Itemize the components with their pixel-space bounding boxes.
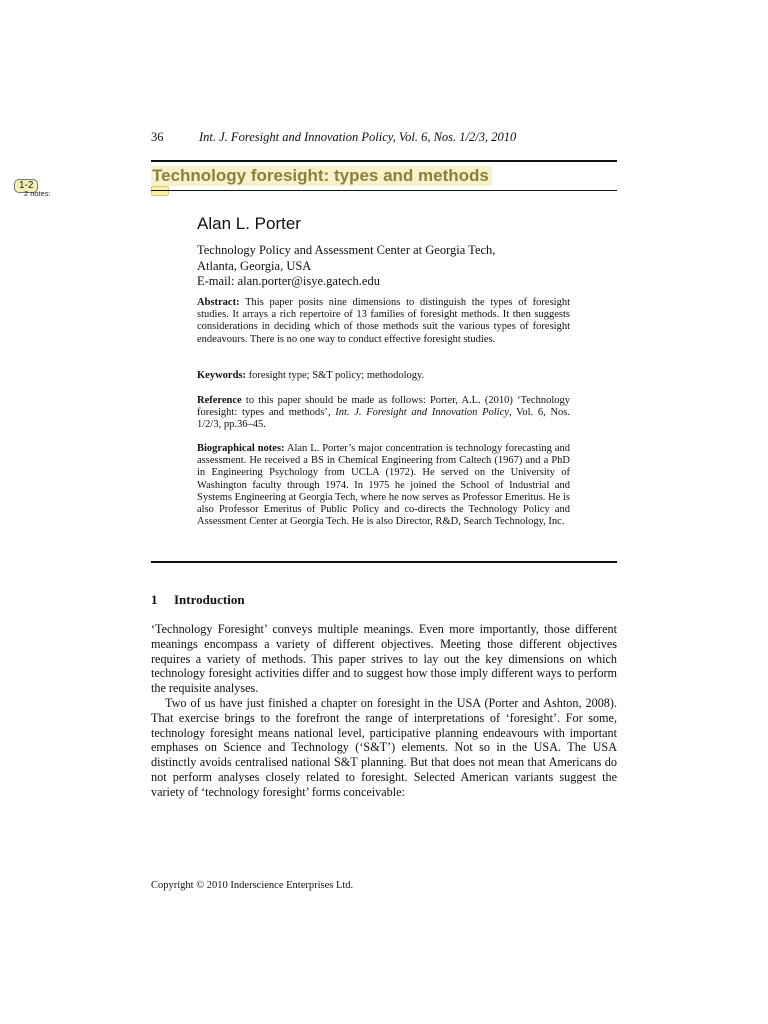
reference-note — [197, 395, 570, 432]
body-paragraph: ‘Technology Foresight’ conveys multiple meanings. Even more importantly, those different meanings encompass a variety of different objectives. Meeting those different objectives requires a variety of methods. This paper strives to lay out the key dimensions on which technology foresight activities differ and to suggest how those imply different ways to perform the requisite analyses. — [151, 622, 617, 696]
keywords-text: foresight type; S&T policy; methodology. — [248, 370, 425, 381]
author-email: E-mail: alan.porter@isye.gatech.edu — [197, 274, 380, 288]
annotation-marker[interactable] — [14, 175, 51, 198]
section-title: Introduction — [174, 592, 245, 607]
annotation-badge[interactable]: 1-2 — [14, 179, 38, 193]
sticky-note-icon[interactable] — [151, 186, 169, 196]
section-number: 1 — [151, 592, 158, 607]
annotation-note-count: 2 notes: — [24, 189, 51, 198]
reference-text: to this paper should be made as follows: Porter, A.L. (2010) ‘Technology foresight: types and methods’, — [197, 395, 570, 419]
copyright-footer: Copyright © 2010 Inderscience Enterprises Ltd. — [151, 880, 354, 891]
author-name: Alan L. Porter — [197, 214, 301, 233]
abstract — [197, 297, 570, 346]
body-paragraph: Two of us have just finished a chapter on foresight in the USA (Porter and Ashton, 2008). That exercise brings to the forefront the range of interpretations of ‘foresight’. For some, technology foresight means national level, participative planning endeavours with important emphases on Science and Technology (‘S&T’) elements. Not so in the USA. The USA distinctly avoids centralised national S&T planning. But that does not mean that Americans do not perform analyses closely related to foresight. Selected American variants suggest the variety of ‘technology foresight’ forms conceivable: — [151, 696, 617, 799]
title-bottom-rule — [151, 190, 617, 191]
affiliation-line: Atlanta, Georgia, USA — [197, 258, 312, 273]
running-header — [151, 130, 617, 148]
biographical-notes — [197, 443, 570, 528]
title-top-rule — [151, 160, 617, 162]
keywords — [197, 370, 570, 382]
author-affiliation — [197, 243, 495, 290]
bio-label: Biographical notes: — [197, 443, 285, 454]
affiliation-line: Technology Policy and Assessment Center at Georgia Tech, — [197, 243, 496, 257]
reference-label: Reference — [197, 395, 242, 406]
keywords-label: Keywords: — [197, 370, 246, 381]
article-title: Technology foresight: types and methods — [151, 166, 492, 186]
section-heading — [151, 592, 245, 608]
abstract-label: Abstract: — [197, 297, 240, 308]
journal-citation: Int. J. Foresight and Innovation Policy, Vol. 6, Nos. 1/2/3, 2010 — [199, 130, 517, 144]
page-number: 36 — [151, 130, 164, 144]
bio-text: Alan L. Porter’s major concentration is technology forecasting and assessment. He received a BS in Chemical Engineering from Caltech (1967) and a PhD in Engineering Psychology from UCLA (1972). He served on the University of Washington faculty through 1974. In 1975 he joined the School of Industrial and Systems Engineering at Georgia Tech, where he now serves as Professor Emeritus. He is also Professor Emeritus of Public Policy and co-directs the Technology Policy and Assessment Center at Georgia Tech. He is also Director, R&D, Search Technology, Inc. — [197, 443, 570, 528]
front-matter-rule — [151, 561, 617, 563]
reference-journal: Int. J. Foresight and Innovation Policy — [335, 407, 509, 419]
reference-details: , Vol. 6, Nos. 1/2/3, pp.36–45. — [197, 407, 571, 431]
abstract-text: This paper posits nine dimensions to distinguish the types of foresight studies. It arrays a rich repertoire of 13 families of foresight methods. It then suggests considerations in deciding which of those methods suit the various types of foresight endeavours. There is no one way to conduct effective foresight studies. — [197, 297, 570, 345]
